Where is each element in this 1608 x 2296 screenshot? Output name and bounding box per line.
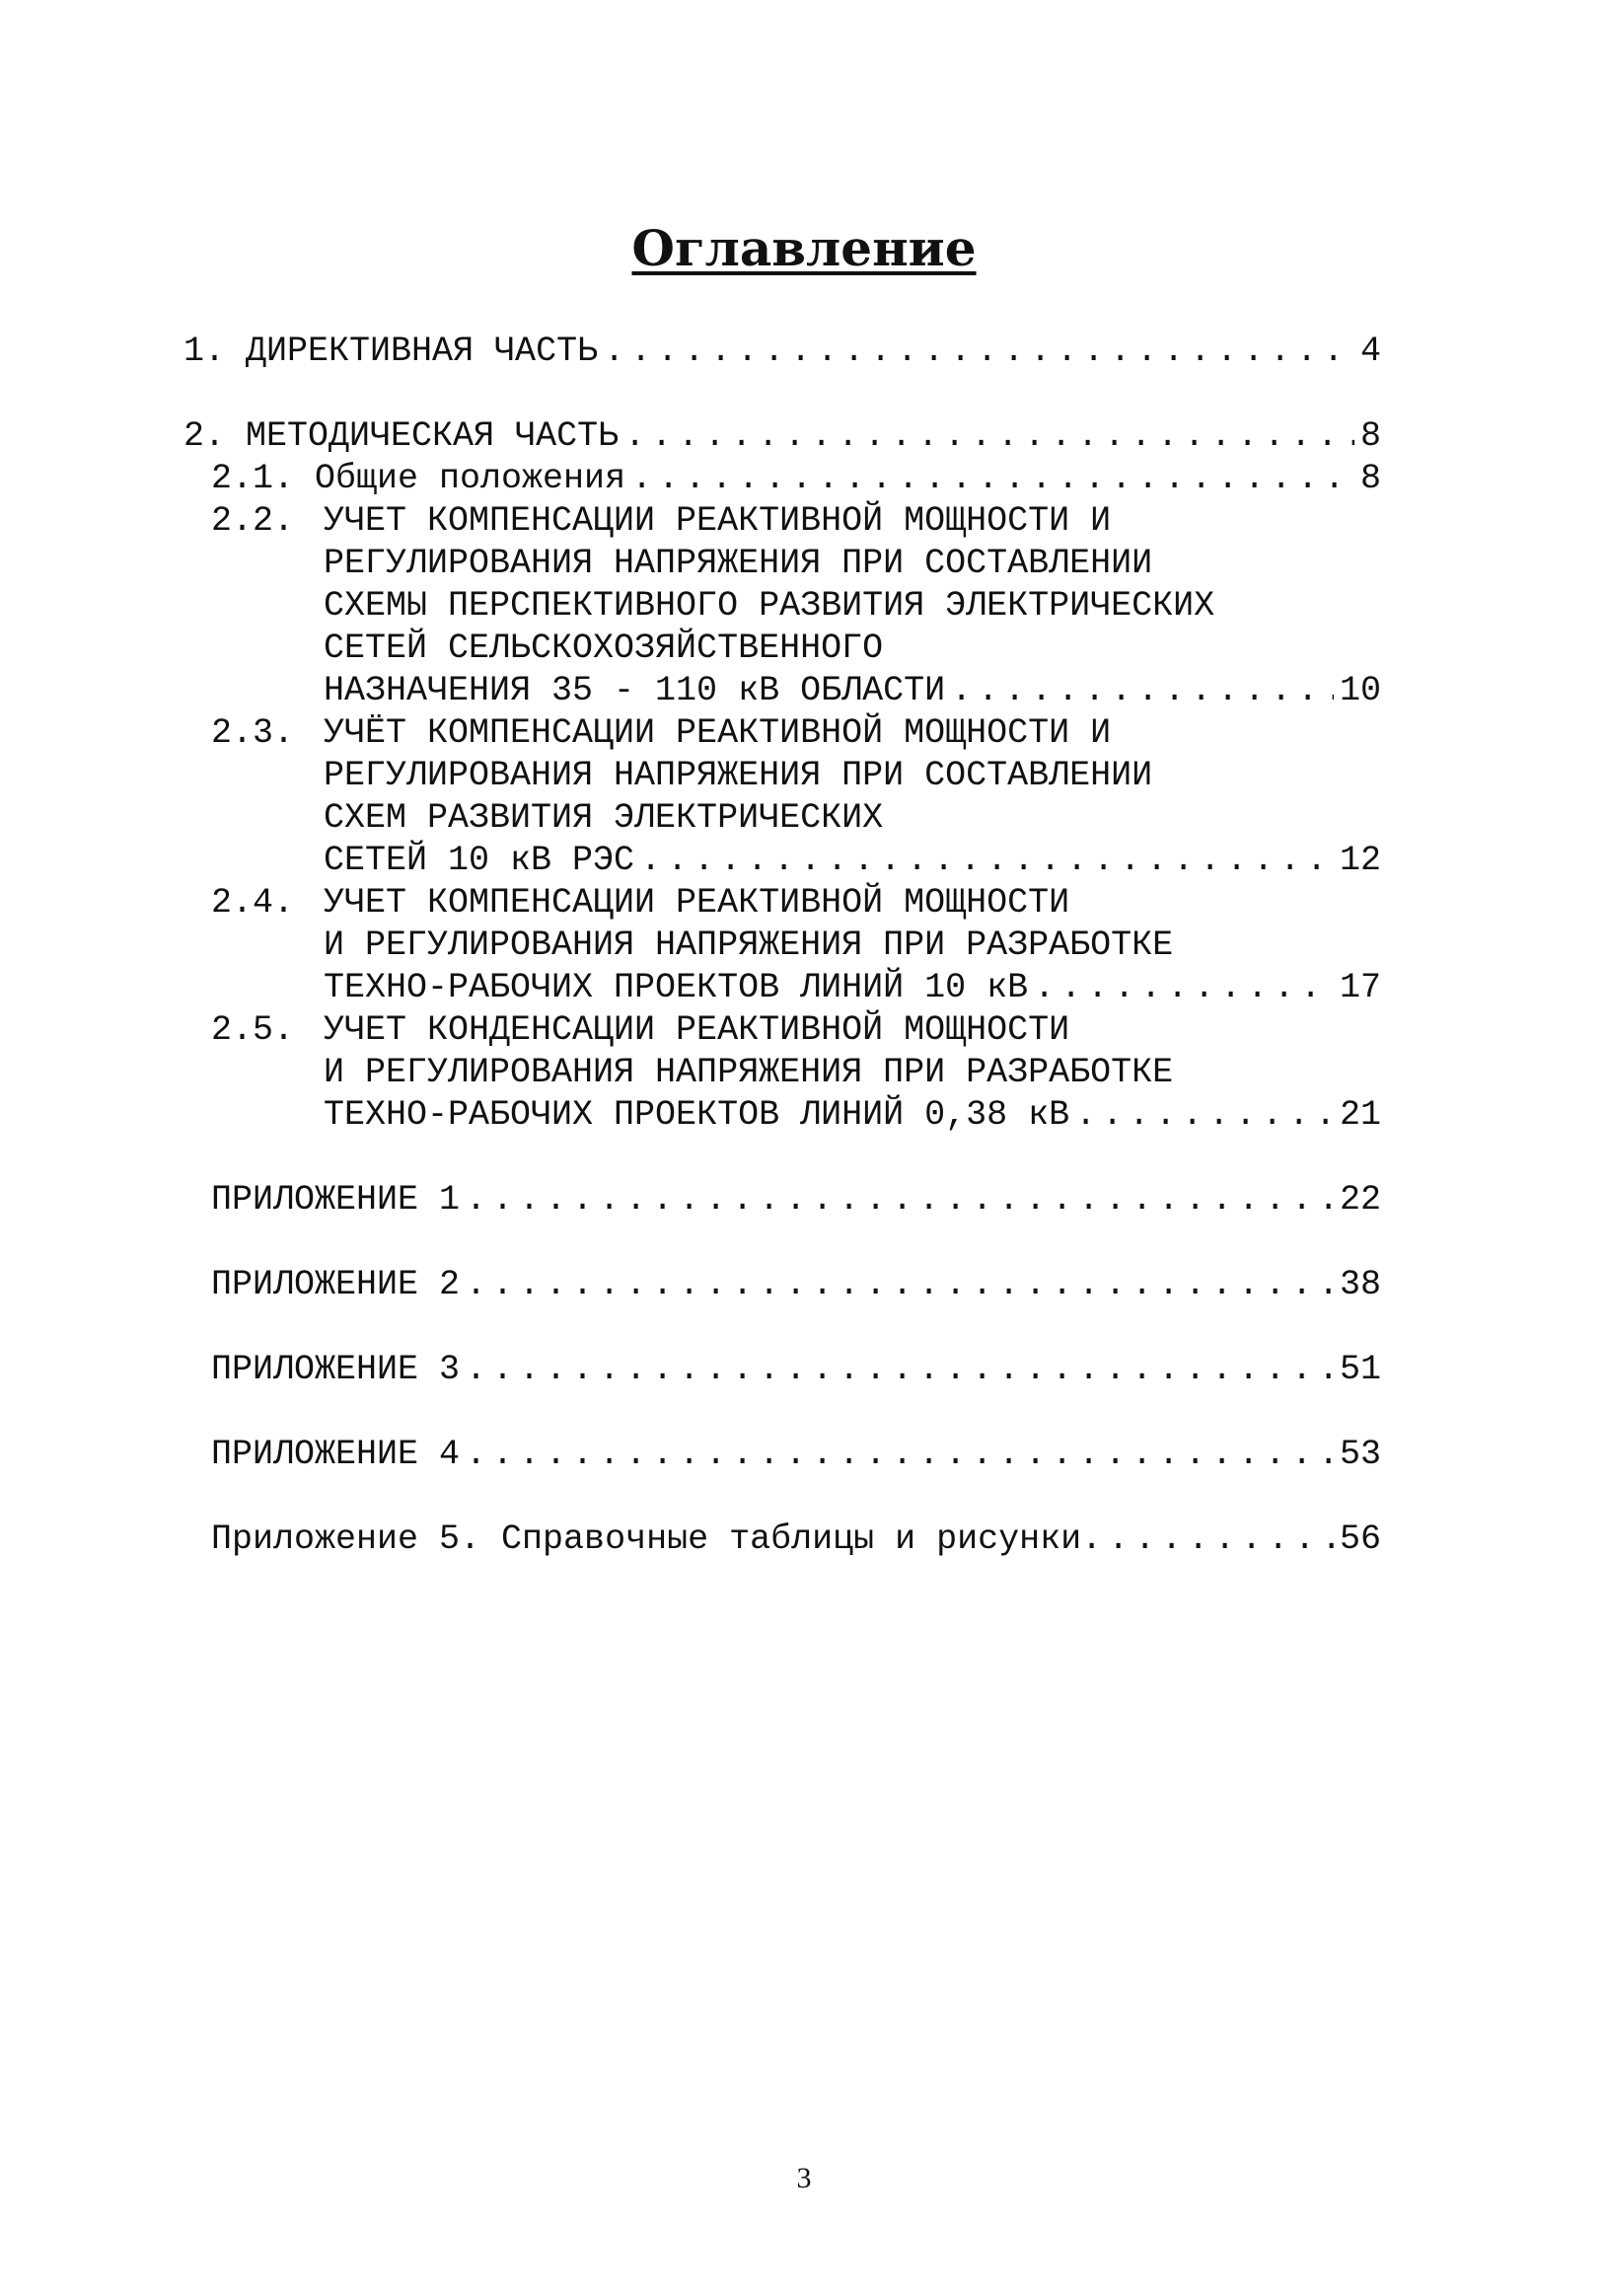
dot-leader <box>1034 966 1334 1009</box>
toc-entry-number: 2.2. <box>211 501 295 541</box>
toc-entry-title-line[interactable]: СЕТЕЙ СЕЛЬСКОХОЗЯЙСТВЕННОГО <box>324 629 884 668</box>
toc-entry-title: ТЕХНО-РАБОЧИХ ПРОЕКТОВ ЛИНИЙ 10 кВ <box>324 968 1029 1007</box>
dot-leader <box>1075 1093 1334 1137</box>
dot-leader <box>1108 1518 1334 1561</box>
toc-entry-title-line[interactable]: СХЕМЫ ПЕРСПЕКТИВНОГО РАЗВИТИЯ ЭЛЕКТРИЧЕСКИХ <box>324 586 1215 626</box>
toc-entry-title: Общие положения <box>315 459 626 498</box>
toc-entry-title: ПРИЛОЖЕНИЕ 2 <box>211 1265 461 1304</box>
toc-entry-page: 21 <box>1339 1095 1381 1135</box>
toc-entry-title-line[interactable]: СХЕМ РАЗВИТИЯ ЭЛЕКТРИЧЕСКИХ <box>324 798 884 838</box>
toc-entry-title-line[interactable]: УЧЁТ КОМПЕНСАЦИИ РЕАКТИВНОЙ МОЩНОСТИ И <box>324 713 1112 753</box>
dot-leader <box>640 839 1334 882</box>
toc-entry-2-5[interactable] <box>324 1093 1381 1137</box>
toc-entry-title-line[interactable]: И РЕГУЛИРОВАНИЯ НАПРЯЖЕНИЯ ПРИ РАЗРАБОТКЕ <box>324 1053 1174 1092</box>
toc-entry-number: 2.4. <box>211 883 295 923</box>
toc-entry-2[interactable] <box>183 414 1381 458</box>
toc-entry-title: МЕТОДИЧЕСКАЯ ЧАСТЬ <box>246 416 620 456</box>
toc-entry-appendix-1[interactable] <box>211 1178 1381 1222</box>
toc-entry-page: 4 <box>1359 332 1381 371</box>
toc-entry-page: 8 <box>1359 459 1381 498</box>
toc-entry-appendix-2[interactable] <box>211 1263 1381 1306</box>
dot-leader <box>466 1433 1334 1476</box>
toc-entry-appendix-3[interactable] <box>211 1348 1381 1391</box>
toc-entry-1[interactable] <box>183 330 1381 373</box>
toc-entry-appendix-4[interactable] <box>211 1433 1381 1476</box>
toc-entry-page: 10 <box>1339 671 1381 710</box>
toc-entry-title-line[interactable]: РЕГУЛИРОВАНИЯ НАПРЯЖЕНИЯ ПРИ СОСТАВЛЕНИИ <box>324 756 1153 795</box>
toc-entry-number: 2.1. <box>211 459 295 498</box>
toc-entry-number: 2. <box>183 416 226 456</box>
dot-leader <box>466 1263 1334 1306</box>
dot-leader <box>624 414 1354 458</box>
toc-entry-page: 38 <box>1339 1265 1381 1304</box>
toc-entry-title-line[interactable]: УЧЕТ КОНДЕНСАЦИИ РЕАКТИВНОЙ МОЩНОСТИ <box>324 1010 1070 1050</box>
toc-entry-page: 53 <box>1339 1435 1381 1474</box>
toc-entry-title: ТЕХНО-РАБОЧИХ ПРОЕКТОВ ЛИНИЙ 0,38 кВ <box>324 1095 1070 1135</box>
toc-entry-number: 1. <box>183 332 226 371</box>
toc-entry-2-4[interactable] <box>324 966 1381 1009</box>
toc-entry-page: 17 <box>1339 968 1381 1007</box>
toc-entry-title-line[interactable]: И РЕГУЛИРОВАНИЯ НАПРЯЖЕНИЯ ПРИ РАЗРАБОТКЕ <box>324 926 1174 965</box>
toc-entry-appendix-5[interactable] <box>211 1518 1381 1561</box>
page-number: 3 <box>796 2162 812 2194</box>
toc-entry-title: НАЗНАЧЕНИЯ 35 - 110 кВ ОБЛАСТИ <box>324 671 946 710</box>
toc-entry-page: 12 <box>1339 841 1381 880</box>
toc-entry-page: 56 <box>1339 1519 1381 1559</box>
toc-entry-page: 8 <box>1359 416 1381 456</box>
toc-entry-2-1[interactable] <box>211 457 1381 500</box>
toc-entry-page: 51 <box>1339 1350 1381 1389</box>
toc-entry-title: СЕТЕЙ 10 кВ РЭС <box>324 841 635 880</box>
dot-leader <box>466 1348 1334 1391</box>
toc-entry-title-line[interactable]: РЕГУЛИРОВАНИЯ НАПРЯЖЕНИЯ ПРИ СОСТАВЛЕНИИ <box>324 544 1153 583</box>
toc-entry-page: 22 <box>1339 1180 1381 1220</box>
toc-entry-2-3[interactable] <box>324 839 1381 882</box>
toc-entry-title: ПРИЛОЖЕНИЕ 3 <box>211 1350 461 1389</box>
toc-entry-title-line[interactable]: УЧЕТ КОМПЕНСАЦИИ РЕАКТИВНОЙ МОЩНОСТИ <box>324 883 1070 923</box>
toc-entry-title: ПРИЛОЖЕНИЕ 4 <box>211 1435 461 1474</box>
dot-leader <box>951 669 1334 712</box>
toc-entry-number: 2.3. <box>211 713 295 753</box>
toc-entry-title: ПРИЛОЖЕНИЕ 1 <box>211 1180 461 1220</box>
toc-entry-2-2[interactable] <box>324 669 1381 712</box>
toc-entry-title: Приложение 5. Справочные таблицы и рисунки. <box>211 1519 1103 1559</box>
toc-entry-title: ДИРЕКТИВНАЯ ЧАСТЬ <box>246 332 599 371</box>
toc-entry-number: 2.5. <box>211 1010 295 1050</box>
dot-leader <box>604 330 1354 373</box>
dot-leader <box>631 457 1354 500</box>
toc-entry-title-line[interactable]: УЧЕТ КОМПЕНСАЦИИ РЕАКТИВНОЙ МОЩНОСТИ И <box>324 501 1112 541</box>
dot-leader <box>466 1178 1334 1222</box>
toc-title: Оглавление <box>631 219 977 277</box>
